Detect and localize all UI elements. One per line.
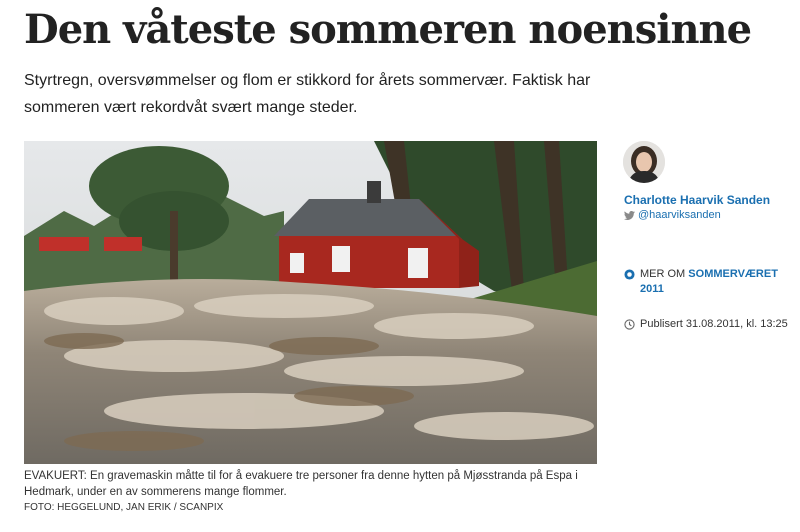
author-handle-text: @haarviksanden (638, 209, 721, 221)
clock-icon (624, 319, 635, 330)
more-about-prefix: MER OM (640, 268, 686, 280)
author-twitter-link[interactable] (624, 209, 721, 221)
photo-credit: FOTO: HEGGELUND, JAN ERIK / SCANPIX (24, 502, 224, 513)
author-name-link[interactable]: Charlotte Haarvik Sanden (624, 193, 771, 207)
more-about-topic-link[interactable] (624, 267, 784, 297)
author-avatar[interactable] (623, 141, 665, 183)
published-text: Publisert 31.08.2011, kl. 13:25 (640, 318, 788, 330)
article-photo[interactable] (24, 141, 597, 464)
twitter-bird-icon (624, 211, 635, 220)
article-headline: Den våteste sommeren noensinne (24, 6, 752, 53)
photo-caption: EVAKUERT: En gravemaskin måtte til for å evakuere tre personer fra denne hytten på Mjøsstranda på Espa i Hedmark, under en av sommerens mange flommer. (24, 470, 578, 498)
circle-dot-icon (624, 269, 635, 280)
flood-cabin-photo (24, 141, 597, 464)
published-timestamp (624, 318, 788, 330)
article-lead: Styrtregn, oversvømmelser og flom er stikkord for årets sommervær. Faktisk har sommeren vært rekordvåt svært mange steder. (24, 72, 591, 116)
author-portrait-icon (623, 141, 665, 183)
more-about-topic: SOMMERVÆRET 2011 (640, 268, 778, 295)
more-about-text (640, 267, 784, 297)
